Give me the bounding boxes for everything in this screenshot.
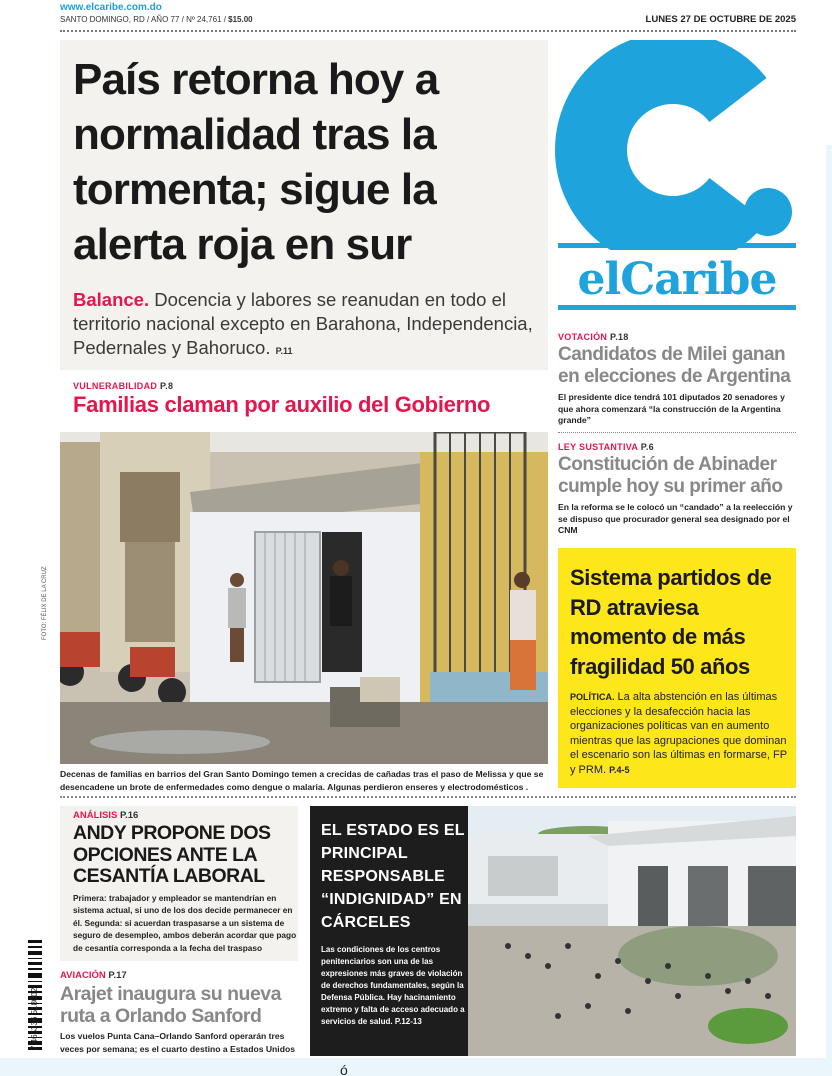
- votacion-kicker-label: VOTACIÓN: [558, 332, 611, 342]
- partidos-body-text: La alta abstención en las últimas elecciones y la desafección hacia las organizaciones políticas van en aumento mientras que las agrupaciones que dominan el escenario son las últimas en formarse, FP y PRM.: [570, 691, 787, 776]
- partidos-kicker: POLÍTICA.: [570, 692, 615, 702]
- aviacion-kicker-label: AVIACIÓN: [60, 970, 109, 981]
- lead-photo-illustration: [60, 432, 548, 764]
- vulnerabilidad-kicker: [73, 381, 173, 391]
- analisis-kicker-label: ANÁLISIS: [73, 810, 120, 821]
- ley-kicker-label: LEY SUSTANTIVA: [558, 442, 641, 452]
- side-divider-1: [558, 432, 796, 433]
- logo-rule-bottom: [558, 305, 796, 310]
- carceles-body: [321, 944, 466, 1028]
- lead-photo-flooded-street[interactable]: [60, 432, 548, 764]
- lead-deck-text: Docencia y labores se reanudan en todo el territorio nacional excepto en Barahona, Independencia, Pedernales y Bahoruco.: [73, 289, 533, 358]
- photo-caption: Decenas de familias en barrios del Gran Santo Domingo temen a crecidas de cañadas tras el paso de Melissa y que se desencadene un brote de enfermedades como dengue o malaria. Algunas perdieron enseres y electrodomésticos .: [60, 769, 544, 792]
- carceles-body-text: Las condiciones de los centros penitenciarios son una de las expresiones más graves de violación de derechos fundamentales, según la Defensa Pública. Hay hacinamiento extremo y falta de acceso adecuado a servicios de salud.: [321, 945, 465, 1026]
- ley-headline: Constitución de Abinader cumple hoy su primer año: [558, 454, 783, 497]
- partidos-headline: Sistema partidos de RD atraviesa momento de más fragilidad 50 años: [570, 565, 772, 679]
- lead-deck-kicker: Balance.: [73, 289, 150, 310]
- elcaribe-c-logo: [548, 40, 796, 250]
- masthead-strip: [60, 0, 796, 30]
- lead-deck-page: P.11: [275, 346, 293, 356]
- aviacion-kicker: [60, 970, 127, 981]
- site-url[interactable]: www.elcaribe.com.do: [60, 2, 162, 13]
- price: $15.00: [228, 15, 253, 24]
- ley-page: P.6: [640, 442, 654, 452]
- vulnerabilidad-kicker-label: VULNERABILIDAD: [73, 381, 160, 391]
- partidos-page: P.4-5: [609, 764, 630, 775]
- votacion-kicker: [558, 332, 796, 342]
- edition-info: [60, 15, 253, 24]
- vulnerabilidad-headline[interactable]: Familias claman por auxilio del Gobierno: [73, 392, 491, 417]
- lead-deck: [73, 288, 543, 363]
- carceles-headline: EL ESTADO ES EL PRINCIPAL RESPONSABLE “INDIGNIDAD” EN CÁRCELES: [321, 822, 465, 931]
- ley-story[interactable]: [558, 442, 796, 537]
- ley-kicker: [558, 442, 796, 452]
- votacion-body: El presidente dice tendrá 101 diputados 20 senadores y que ahora comenzará “la construcción de la Argentina grande”: [558, 392, 785, 425]
- page-edge-strip: [826, 145, 832, 1075]
- analisis-body: Primera: trabajador y empleador se mantendrían en sistema actual, si uno de los dos decide permanecer en él. Segunda: si acuerdan traspasarse a un sistema de seguro de desempleo, ambos deberán acordar que pago de cesantía corresponda a la fecha del traspaso: [73, 893, 297, 953]
- votacion-page: P.18: [610, 332, 629, 342]
- edition-text: SANTO DOMINGO, RD / AÑO 77 / Nº 24,761 /: [60, 15, 229, 24]
- photo-credit: FOTO: FÉLIX DE LA CRUZ: [42, 566, 48, 640]
- logo-rule-top: [558, 243, 796, 248]
- vulnerabilidad-page: P.8: [160, 381, 174, 391]
- analisis-page: P.16: [119, 810, 139, 821]
- analisis-headline[interactable]: ANDY PROPONE DOS OPCIONES ANTE LA CESANTÍA LABORAL: [73, 822, 271, 887]
- votacion-story[interactable]: [558, 332, 796, 427]
- footer-glyph: ó: [340, 1062, 348, 1076]
- lead-headline[interactable]: País retorna hoy a normalidad tras la tormenta; sigue la alerta roja en sur: [73, 55, 439, 269]
- prison-yard-illustration: [468, 806, 796, 1056]
- carceles-page: P.12-13: [394, 1017, 422, 1026]
- bottom-divider: [60, 796, 796, 798]
- analisis-kicker: [73, 810, 138, 821]
- aviacion-headline[interactable]: Arajet inaugura su nueva ruta a Orlando Sanford: [60, 983, 281, 1027]
- ley-body: En la reforma se le colocó un “candado” a la reelección y se dispuso que procurador general sea designado por el CNM: [558, 502, 793, 535]
- top-divider: [60, 30, 796, 35]
- elcaribe-wordmark[interactable]: elCaribe: [577, 254, 777, 305]
- aviacion-body: Los vuelos Punta Cana–Orlando Sanford operarán tres veces por semana; es el cuarto destino a Estados Unidos: [60, 1031, 295, 1054]
- partidos-body: [570, 690, 790, 777]
- footer-strip: [0, 1058, 832, 1076]
- prison-yard-photo[interactable]: [468, 806, 796, 1056]
- aviacion-page: P.17: [108, 970, 127, 981]
- votacion-headline: Candidatos de Milei ganan en elecciones de Argentina: [558, 344, 791, 387]
- barcode-number: 7 465336 518002: [30, 987, 39, 1050]
- issue-date: LUNES 27 DE OCTUBRE DE 2025: [645, 14, 796, 25]
